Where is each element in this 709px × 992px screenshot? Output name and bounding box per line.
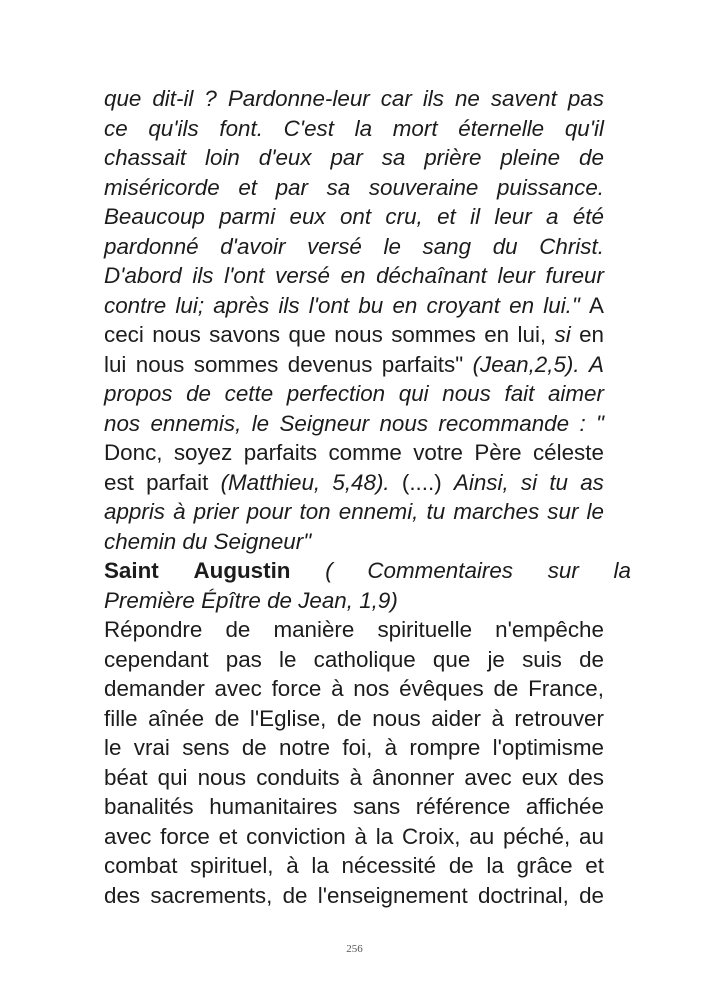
word: France, [528, 676, 604, 701]
word: A [589, 292, 604, 318]
word: à [173, 499, 186, 524]
word: de [282, 882, 308, 908]
word: au [579, 823, 604, 849]
word: force [271, 676, 322, 701]
word: avec [214, 676, 262, 701]
word: la [486, 853, 504, 878]
word: Augustin [193, 558, 291, 583]
word: humanitaires [209, 794, 338, 819]
word: avec [464, 764, 512, 790]
word: pardonné [104, 233, 199, 259]
word: croyant [426, 292, 500, 318]
word: fait [504, 381, 535, 406]
word: il [470, 204, 481, 229]
word: tu [426, 499, 446, 524]
word: affichée [525, 794, 604, 819]
text-line [104, 792, 604, 822]
word: le [279, 646, 297, 672]
word: des [104, 882, 141, 908]
word: que [432, 646, 471, 672]
word: ceci [104, 322, 144, 347]
word: en [579, 322, 604, 347]
word: D'abord [104, 263, 182, 288]
word: de [579, 882, 604, 908]
word: savent [490, 86, 557, 111]
word: la [311, 853, 329, 878]
word: recommande [438, 410, 570, 436]
word: nous [442, 381, 491, 406]
text-line [104, 261, 604, 291]
word: nécessité [341, 853, 437, 878]
word: à [384, 735, 398, 760]
word: ânonner [372, 764, 455, 790]
word: devenus [287, 351, 373, 377]
word: ce [104, 115, 128, 141]
word: déchaînant [376, 263, 487, 288]
word: pas [225, 646, 262, 672]
word: si [554, 322, 571, 347]
word: (Matthieu, [220, 469, 321, 495]
word: versé [275, 263, 330, 288]
text-line [104, 350, 604, 380]
word: suis [522, 646, 562, 672]
word: ( [325, 558, 333, 583]
word: à [491, 705, 504, 731]
text-line [104, 674, 604, 704]
word: versé [307, 233, 362, 259]
word: sa [326, 174, 351, 200]
word: de [579, 145, 604, 170]
word: comme [328, 440, 402, 465]
word: doctrinal, [477, 882, 569, 908]
word: puissance. [496, 174, 604, 200]
word: éternelle [458, 115, 545, 141]
text-line [104, 586, 604, 616]
text-line [104, 173, 604, 203]
word: le [251, 410, 270, 436]
word: de [493, 676, 519, 701]
word: foi, [342, 735, 373, 760]
word: péché, [503, 823, 571, 849]
word: qu'ils [148, 115, 199, 141]
word: nous [152, 322, 201, 347]
word: lui." [543, 292, 580, 318]
text-line [104, 84, 604, 114]
word: qui [398, 381, 429, 406]
word: à [349, 764, 363, 790]
word: cette [224, 381, 274, 406]
word: après [213, 292, 270, 318]
word: miséricorde [104, 174, 220, 200]
text-line [104, 733, 604, 763]
word: l'enseignement [317, 882, 468, 908]
text-line [104, 704, 604, 734]
text-line [104, 291, 604, 321]
word: nous [135, 351, 185, 377]
word: l'Eglise, [249, 705, 327, 731]
word: béat [104, 764, 148, 790]
word: nous [334, 322, 383, 347]
word: votre [413, 440, 463, 465]
word: sur [547, 558, 579, 583]
word: retrouver [514, 705, 604, 731]
word: prier [193, 499, 239, 524]
word: parfaits" [381, 351, 464, 377]
word: par [275, 174, 308, 200]
word: savons [209, 322, 281, 347]
word: de [241, 735, 267, 760]
word: mort [392, 115, 438, 141]
word: eux [289, 204, 326, 229]
text-line [104, 409, 604, 439]
word: chemin [104, 528, 177, 554]
word: pleine [500, 145, 561, 170]
word: lui, [517, 322, 547, 347]
text-line [104, 851, 604, 881]
word: est [104, 469, 134, 495]
word: (Jean,2,5). [472, 351, 580, 377]
text-line [104, 114, 604, 144]
word: et [585, 853, 604, 878]
word: ils [192, 263, 214, 288]
word: lui [104, 351, 127, 377]
word: (....) [401, 469, 442, 495]
word: qu'il [564, 115, 604, 141]
word: Croix, [402, 823, 461, 849]
word: aimer [547, 381, 604, 406]
word: de [225, 617, 251, 642]
word: ont [339, 204, 372, 229]
word: parmi [219, 204, 276, 229]
word: à [354, 823, 367, 849]
word: pour [246, 499, 292, 524]
word: nous [372, 705, 421, 731]
word: leur [497, 263, 535, 288]
word: nos [104, 410, 141, 436]
word: Première [104, 587, 195, 613]
text-line [104, 143, 604, 173]
word: sommes [391, 322, 476, 347]
word: ? [204, 86, 217, 111]
word: Beaucoup [104, 204, 205, 229]
word: propos [104, 381, 173, 406]
word: 5,48). [332, 469, 390, 495]
text-line [104, 881, 604, 911]
word: grâce [516, 853, 573, 878]
word: si [520, 469, 538, 495]
word: banalités [104, 794, 194, 819]
word: manière [273, 617, 355, 642]
word: 1,9) [359, 587, 398, 613]
document-text [104, 84, 631, 910]
word: été [572, 204, 604, 229]
word: je [487, 646, 505, 672]
word: ils [422, 86, 444, 111]
word: de [448, 853, 474, 878]
word: spirituelle [377, 617, 473, 642]
word: Seigneur" [213, 528, 312, 554]
word: aider [431, 705, 482, 731]
word: leur [494, 204, 532, 229]
word: vrai [133, 735, 170, 760]
word: force [160, 823, 210, 849]
word: combat [104, 853, 178, 878]
word: sans [352, 794, 401, 819]
word: fille [104, 705, 138, 731]
word: en [484, 322, 510, 347]
word: et [218, 823, 238, 849]
word: avec [104, 823, 152, 849]
word: tu [549, 469, 568, 495]
word: soyez [173, 440, 233, 465]
word: en [392, 292, 418, 318]
word: la [613, 558, 631, 583]
word: conduits [256, 764, 340, 790]
text-line [104, 468, 604, 498]
word: sur [547, 499, 579, 524]
word: souveraine [368, 174, 479, 200]
word: cru, [385, 204, 423, 229]
word: par [330, 145, 363, 170]
word: de [336, 705, 362, 731]
word: sommes [193, 351, 279, 377]
word: parfait [146, 469, 209, 495]
word: demander [104, 676, 205, 701]
word: Donc, [104, 440, 163, 465]
word: sens [182, 735, 230, 760]
word: Christ. [539, 233, 604, 259]
word: des [567, 764, 604, 790]
text-line [104, 379, 604, 409]
word: lui; [175, 292, 205, 318]
word: fureur [545, 263, 604, 288]
text-line [104, 645, 604, 675]
word: au [469, 823, 495, 849]
word: Saint [104, 558, 159, 583]
text-line [104, 202, 604, 232]
word: sa [381, 145, 406, 170]
word: nous [197, 764, 247, 790]
text-line [104, 527, 604, 557]
text-line [104, 763, 604, 793]
word: prière [424, 145, 482, 170]
word: d'eux [258, 145, 312, 170]
word: du [492, 233, 518, 259]
word: du [182, 528, 208, 554]
word: l'ont [308, 292, 350, 318]
word: en [340, 263, 366, 288]
word: de [186, 381, 211, 406]
word: référence [415, 794, 511, 819]
word: ton [299, 499, 331, 524]
word: évêques [399, 676, 484, 701]
word: C'est [283, 115, 334, 141]
word: ne [454, 86, 480, 111]
word: sacrements, [150, 882, 273, 908]
word: n'empêche [495, 617, 604, 642]
word: de [267, 587, 292, 613]
word: bu [358, 292, 384, 318]
word: ennemis, [150, 410, 242, 436]
word: le [104, 735, 122, 760]
word: rompre [409, 735, 481, 760]
word: perfection [286, 381, 386, 406]
word: ennemi, [338, 499, 419, 524]
word: " [596, 410, 604, 436]
word: la [354, 115, 373, 141]
word: que [288, 322, 326, 347]
word: Pardonne-leur [227, 86, 370, 111]
word: Seigneur [279, 410, 370, 436]
word: Commentaires [367, 558, 513, 583]
word: nos [353, 676, 390, 701]
word: appris [104, 499, 165, 524]
word: nous [379, 410, 429, 436]
word: eux [521, 764, 558, 790]
word: que [104, 86, 142, 111]
word: a [546, 204, 559, 229]
word: le [383, 233, 401, 259]
word: l'optimisme [492, 735, 604, 760]
text-line [104, 438, 604, 468]
word: d'avoir [220, 233, 286, 259]
word: Épître [201, 587, 261, 613]
word: car [380, 86, 412, 111]
word: Répondre [104, 617, 203, 642]
word: qui [157, 764, 188, 790]
word: sang [422, 233, 472, 259]
text-line [104, 320, 604, 350]
word: parfaits [243, 440, 318, 465]
text-line [104, 556, 631, 586]
word: cependant [104, 646, 209, 672]
word: marches [453, 499, 540, 524]
word: aînée [148, 705, 205, 731]
word: Père [474, 440, 522, 465]
page-number: 256 [346, 943, 363, 955]
text-line [104, 822, 604, 852]
text-line [104, 615, 604, 645]
word: céleste [532, 440, 604, 465]
text-line [104, 497, 604, 527]
word: spirituel, [190, 853, 274, 878]
word: de [579, 646, 604, 672]
word: pas [567, 86, 604, 111]
word: conviction [246, 823, 346, 849]
word: catholique [313, 646, 416, 672]
word: la [375, 823, 394, 849]
word: et [437, 204, 456, 229]
word: font. [219, 115, 263, 141]
word: chassait [104, 145, 187, 170]
text-line [104, 232, 604, 262]
word: : [579, 410, 586, 436]
word: Jean, [298, 587, 353, 613]
word: loin [205, 145, 240, 170]
word: ils [278, 292, 300, 318]
word: Ainsi, [453, 469, 509, 495]
word: A [589, 351, 604, 377]
word: à [286, 853, 299, 878]
word: notre [279, 735, 331, 760]
word: le [586, 499, 604, 524]
word: contre [104, 292, 167, 318]
word: dit-il [152, 86, 194, 111]
word: et [238, 174, 257, 200]
word: en [509, 292, 535, 318]
word: as [580, 469, 604, 495]
word: l'ont [224, 263, 265, 288]
page-body [104, 84, 631, 910]
word: à [331, 676, 344, 701]
word: de [214, 705, 240, 731]
